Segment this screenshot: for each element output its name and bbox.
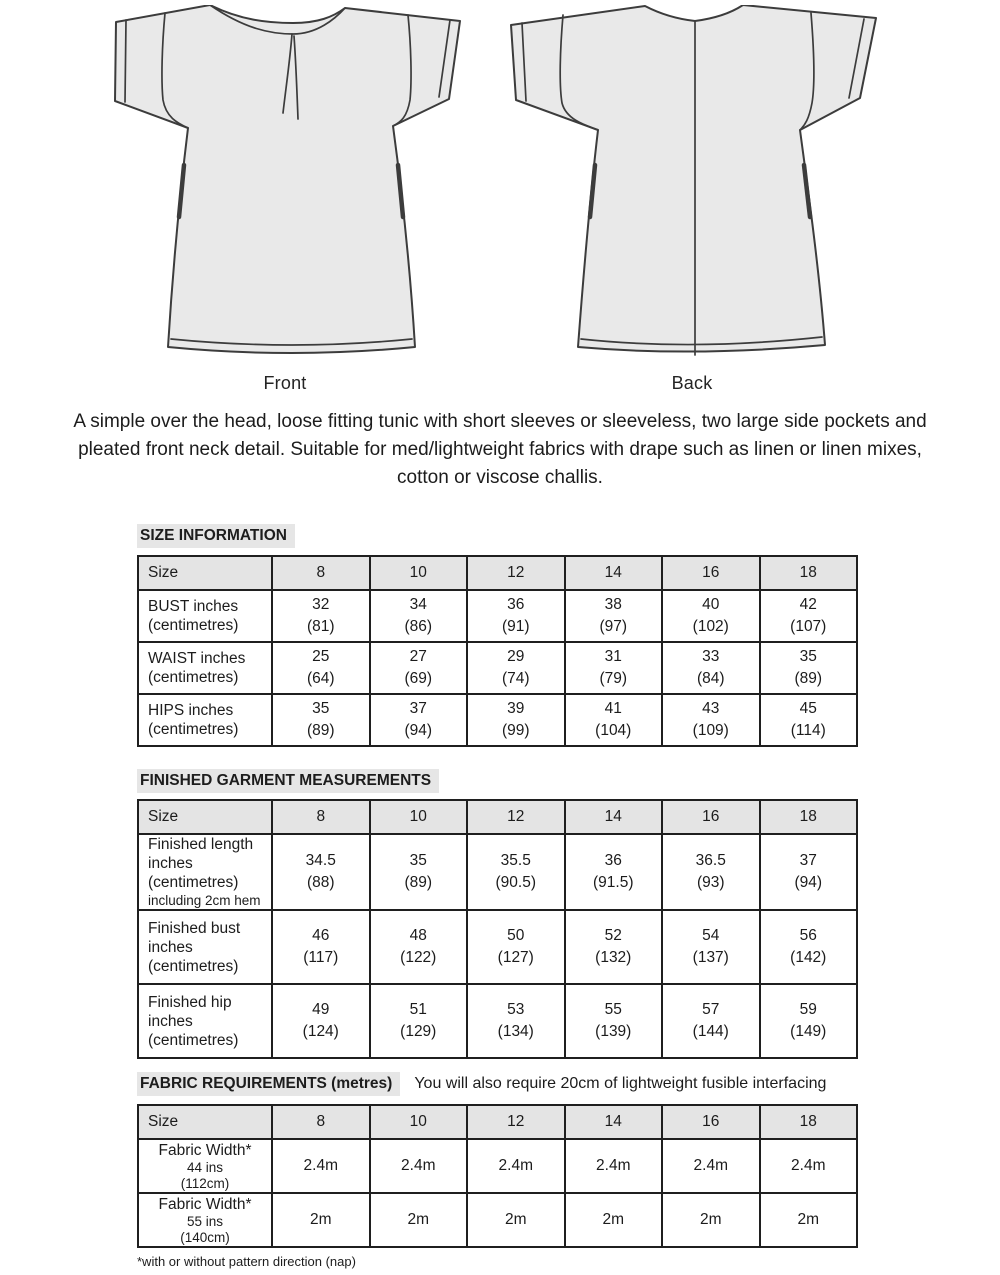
measurement-cell: 35 (89) — [272, 694, 370, 746]
fabric-requirements-heading: FABRIC REQUIREMENTS (metres) — [137, 1072, 400, 1096]
measurement-cell: 36 (91.5) — [565, 834, 663, 910]
measurement-cell: 2.4m — [272, 1139, 370, 1193]
measurement-cell: 57 (144) — [662, 984, 760, 1058]
interfacing-note: You will also require 20cm of lightweight fusible interfacing — [414, 1075, 827, 1092]
measurement-cell: 2.4m — [467, 1139, 565, 1193]
row-label: Fabric Width* 44 ins (112cm) — [138, 1139, 272, 1193]
measurement-cell: 34 (86) — [370, 590, 468, 642]
size-value-header: 18 — [760, 556, 858, 590]
section-heading-finished-garment — [137, 769, 439, 793]
table-row — [138, 694, 857, 746]
measurement-cell: 35 (89) — [370, 834, 468, 910]
size-value-header: 12 — [467, 1105, 565, 1139]
measurement-cell: 52 (132) — [565, 910, 663, 984]
size-value-header: 14 — [565, 1105, 663, 1139]
back-label: Back — [671, 373, 713, 393]
measurement-cell: 35 (89) — [760, 642, 858, 694]
section-heading-size-information — [137, 524, 295, 548]
measurement-cell: 2m — [370, 1193, 468, 1247]
front-label: Front — [263, 373, 307, 393]
table-header-row — [138, 1105, 857, 1139]
nap-footnote: *with or without pattern direction (nap) — [137, 1254, 356, 1269]
size-value-header: 12 — [467, 556, 565, 590]
size-value-header: 16 — [662, 1105, 760, 1139]
measurement-cell: 2m — [565, 1193, 663, 1247]
size-value-header: 8 — [272, 556, 370, 590]
measurement-cell: 27 (69) — [370, 642, 468, 694]
size-value-header: 8 — [272, 800, 370, 834]
size-column-header: Size — [138, 800, 272, 834]
finished-garment-heading: FINISHED GARMENT MEASUREMENTS — [137, 769, 439, 793]
size-value-header: 16 — [662, 556, 760, 590]
measurement-cell: 55 (139) — [565, 984, 663, 1058]
measurement-cell: 34.5 (88) — [272, 834, 370, 910]
measurement-cell: 51 (129) — [370, 984, 468, 1058]
measurement-cell: 56 (142) — [760, 910, 858, 984]
measurement-cell: 37 (94) — [760, 834, 858, 910]
measurement-cell: 45 (114) — [760, 694, 858, 746]
size-value-header: 10 — [370, 556, 468, 590]
size-value-header: 8 — [272, 1105, 370, 1139]
measurement-cell: 59 (149) — [760, 984, 858, 1058]
measurement-cell: 46 (117) — [272, 910, 370, 984]
measurement-cell: 36 (91) — [467, 590, 565, 642]
size-value-header: 10 — [370, 1105, 468, 1139]
measurement-cell: 2.4m — [565, 1139, 663, 1193]
row-label: Finished bust inches (centimetres) — [138, 910, 272, 984]
table-row — [138, 834, 857, 910]
table-header-row — [138, 556, 857, 590]
finished-garment-table — [137, 799, 858, 1059]
front-body-outline — [115, 5, 460, 353]
measurement-cell: 32 (81) — [272, 590, 370, 642]
measurement-cell: 29 (74) — [467, 642, 565, 694]
front-illustration — [105, 5, 465, 370]
measurement-cell: 42 (107) — [760, 590, 858, 642]
measurement-cell: 43 (109) — [662, 694, 760, 746]
table-header-row — [138, 800, 857, 834]
size-column-header: Size — [138, 1105, 272, 1139]
measurement-cell: 39 (99) — [467, 694, 565, 746]
size-value-header: 12 — [467, 800, 565, 834]
row-label: Finished hip inches (centimetres) — [138, 984, 272, 1058]
measurement-cell: 2m — [467, 1193, 565, 1247]
measurement-cell: 2.4m — [662, 1139, 760, 1193]
measurement-cell: 33 (84) — [662, 642, 760, 694]
measurement-cell: 40 (102) — [662, 590, 760, 642]
measurement-cell: 2.4m — [760, 1139, 858, 1193]
measurement-cell: 41 (104) — [565, 694, 663, 746]
size-value-header: 10 — [370, 800, 468, 834]
back-illustration — [506, 5, 878, 370]
row-label: Fabric Width* 55 ins (140cm) — [138, 1193, 272, 1247]
table-row — [138, 590, 857, 642]
measurement-cell: 31 (79) — [565, 642, 663, 694]
row-label: BUST inches (centimetres) — [138, 590, 272, 642]
row-label: WAIST inches (centimetres) — [138, 642, 272, 694]
row-label: HIPS inches (centimetres) — [138, 694, 272, 746]
size-value-header: 14 — [565, 556, 663, 590]
measurement-cell: 2.4m — [370, 1139, 468, 1193]
size-value-header: 18 — [760, 1105, 858, 1139]
table-row — [138, 1139, 857, 1193]
table-row — [138, 910, 857, 984]
measurement-cell: 48 (122) — [370, 910, 468, 984]
measurement-cell: 25 (64) — [272, 642, 370, 694]
measurement-cell: 54 (137) — [662, 910, 760, 984]
table-row — [138, 984, 857, 1058]
measurement-cell: 37 (94) — [370, 694, 468, 746]
measurement-cell: 2m — [760, 1193, 858, 1247]
size-information-table — [137, 555, 858, 747]
measurement-cell: 35.5 (90.5) — [467, 834, 565, 910]
section-heading-fabric-requirements — [137, 1072, 826, 1096]
row-label: Finished length inches (centimetres) including 2cm hem — [138, 834, 272, 910]
measurement-cell: 53 (134) — [467, 984, 565, 1058]
size-column-header: Size — [138, 556, 272, 590]
measurement-cell: 2m — [272, 1193, 370, 1247]
size-value-header: 14 — [565, 800, 663, 834]
front-cuff-line-left — [125, 20, 126, 102]
measurement-cell: 49 (124) — [272, 984, 370, 1058]
pattern-description: A simple over the head, loose fitting tunic with short sleeves or sleeveless, two large side pockets and pleated front neck detail. Suitable for med/lightweight fabrics with drape such as linen or linen mixes, cotton or viscose challis. — [73, 411, 927, 488]
table-row — [138, 642, 857, 694]
measurement-cell: 36.5 (93) — [662, 834, 760, 910]
size-value-header: 18 — [760, 800, 858, 834]
measurement-cell: 2m — [662, 1193, 760, 1247]
measurement-cell: 50 (127) — [467, 910, 565, 984]
tunic-front-drawing — [105, 5, 465, 370]
size-information-heading: SIZE INFORMATION — [137, 524, 295, 548]
table-row — [138, 1193, 857, 1247]
fabric-requirements-table — [137, 1104, 858, 1248]
back-body-outline — [511, 5, 876, 352]
size-value-header: 16 — [662, 800, 760, 834]
tunic-back-drawing — [506, 5, 878, 370]
measurement-cell: 38 (97) — [565, 590, 663, 642]
